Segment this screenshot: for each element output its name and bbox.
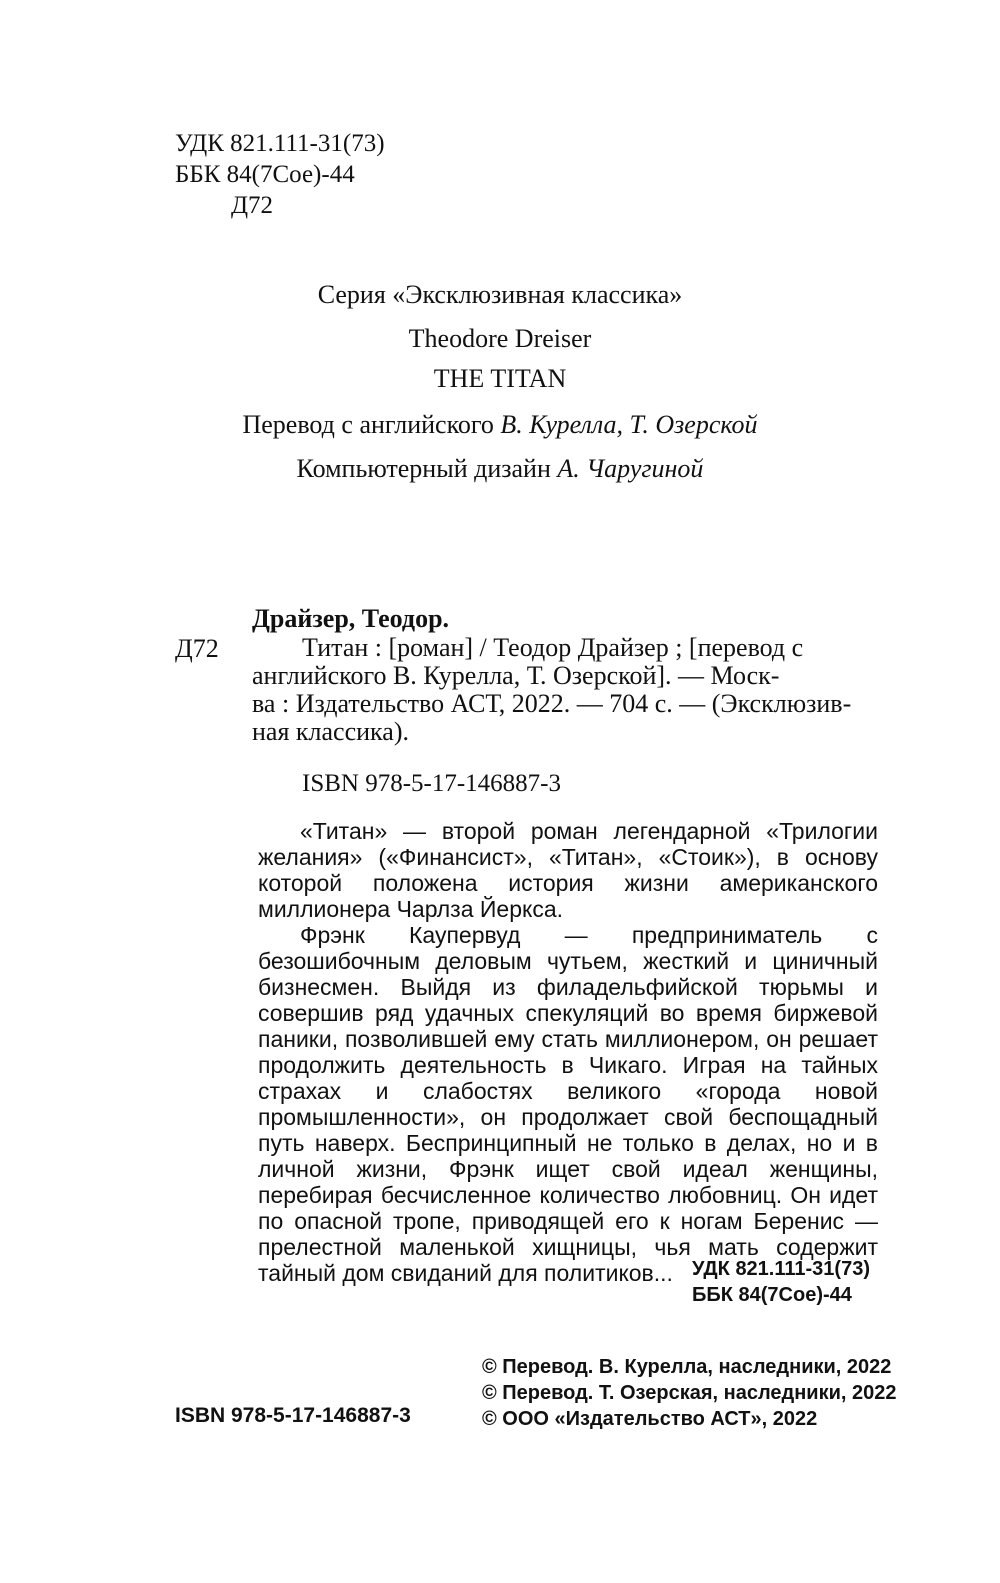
translators: В. Курелла, Т. Озерской <box>500 410 758 439</box>
footer-bbk: ББК 84(7Сое)-44 <box>692 1284 852 1306</box>
design-prefix: Компьютерный дизайн <box>296 454 558 483</box>
author-mark: Д72 <box>231 192 274 219</box>
isbn-bottom: ISBN 978-5-17-146887-3 <box>175 1404 411 1427</box>
udk-code: УДК 821.111-31(73) <box>175 130 385 157</box>
footer-codes <box>692 1256 870 1308</box>
bib-line-4: ная классика). <box>252 717 409 746</box>
translation-credit <box>0 410 1000 440</box>
bib-isbn: ISBN 978-5-17-146887-3 <box>302 770 562 797</box>
translation-prefix: Перевод с английского <box>242 410 501 439</box>
copyright-line: © Перевод. Т. Озерская, наследники, 2022 <box>482 1382 897 1404</box>
bbk-code: ББК 84(7Сое)-44 <box>175 161 355 188</box>
designer: А. Чаругиной <box>557 454 704 483</box>
original-title: THE TITAN <box>433 364 567 393</box>
bib-heading: Драйзер, Теодор. <box>252 604 450 633</box>
footer-udk: УДК 821.111-31(73) <box>692 1258 870 1280</box>
annotation-paragraph-2: Фрэнк Каупервуд — предприниматель с безошибочным деловым чутьем, жесткий и циничный бизнесмен. Выйдя из филадельфийской тюрьмы и совершив ряд удачных спекуляций во время биржевой паники, позволившей ему стать миллионером, он решает продолжить деятельность в Чикаго. Играя на тайных страхах и слабостях великого «города новой промышленности», он продолжает свой беспощадный путь наверх. Беспринципный не только в делах, но и в личной жизни, Фрэнк ищет свой идеал женщины, перебирая бесчисленное количество любовниц. Он идет по опасной тропе, приводящей его к ногам Беренис — прелестной маленькой хищницы, чья мать содержит тайный дом свиданий для политиков... <box>258 922 878 1286</box>
classification-codes <box>175 128 385 221</box>
bib-line-1: Титан : [роман] / Теодор Драйзер ; [перевод с <box>302 633 804 662</box>
bib-mark: Д72 <box>175 634 219 663</box>
copyright-line: © ООО «Издательство АСТ», 2022 <box>482 1408 818 1430</box>
bib-line-3: ва : Издательство АСТ, 2022. — 704 с. — (Эксклюзив- <box>252 689 852 718</box>
annotation <box>258 818 878 1286</box>
bib-description <box>252 634 882 746</box>
bib-line-2: английского В. Курелла, Т. Озерской]. — Моск- <box>252 661 780 690</box>
copyright-block <box>482 1354 896 1432</box>
design-credit <box>0 454 1000 484</box>
series-line: Серия «Эксклюзивная классика» <box>317 280 683 309</box>
annotation-paragraph-1: «Титан» — второй роман легендарной «Трилогии желания» («Финансист», «Титан», «Стоик»), в основу которой положена история жизни американского миллионера Чарлза Йеркса. <box>258 818 878 922</box>
copyright-line: © Перевод. В. Курелла, наследники, 2022 <box>482 1356 892 1378</box>
original-author: Theodore Dreiser <box>408 324 592 353</box>
